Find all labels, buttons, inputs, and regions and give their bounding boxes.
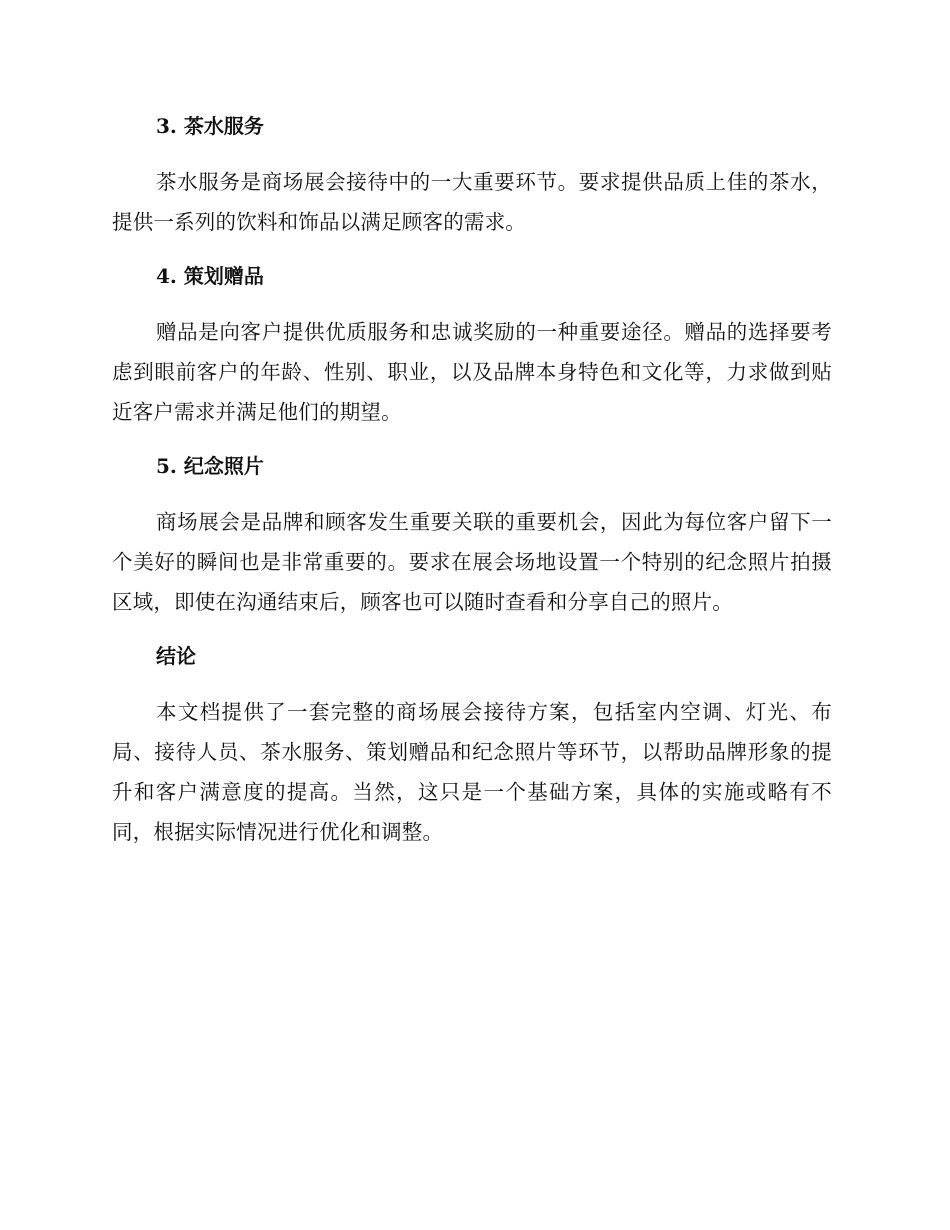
section-tea-service [112,108,832,242]
section-paragraph: 商场展会是品牌和顾客发生重要关联的重要机会，因此为每位客户留下一个美好的瞬间也是非常重要的。要求在展会场地设置一个特别的纪念照片拍摄区域，即使在沟通结束后，顾客也可以随时查看和分享自己的照片。 [112,510,832,614]
section-paragraph: 茶水服务是商场展会接待中的一大重要环节。要求提供品质上佳的茶水，提供一系列的饮料和饰品以满足顾客的需求。 [112,170,832,234]
section-paragraph: 本文档提供了一套完整的商场展会接待方案，包括室内空调、灯光、布局、接待人员、茶水服务、策划赠品和纪念照片等环节，以帮助品牌形象的提升和客户满意度的提高。当然，这只是一个基础方案，具体的实施或略有不同，根据实际情况进行优化和调整。 [112,700,832,844]
section-gift-planning [112,258,832,432]
document-page [112,108,832,852]
section-heading: 3. 茶水服务 [156,114,264,138]
section-heading: 结论 [156,644,196,668]
section-heading: 5. 纪念照片 [156,454,264,478]
section-paragraph: 赠品是向客户提供优质服务和忠诚奖励的一种重要途径。赠品的选择要考虑到眼前客户的年龄、性别、职业，以及品牌本身特色和文化等，力求做到贴近客户需求并满足他们的期望。 [112,320,832,424]
section-souvenir-photo [112,448,832,622]
section-conclusion [112,638,832,852]
section-heading: 4. 策划赠品 [156,264,264,288]
